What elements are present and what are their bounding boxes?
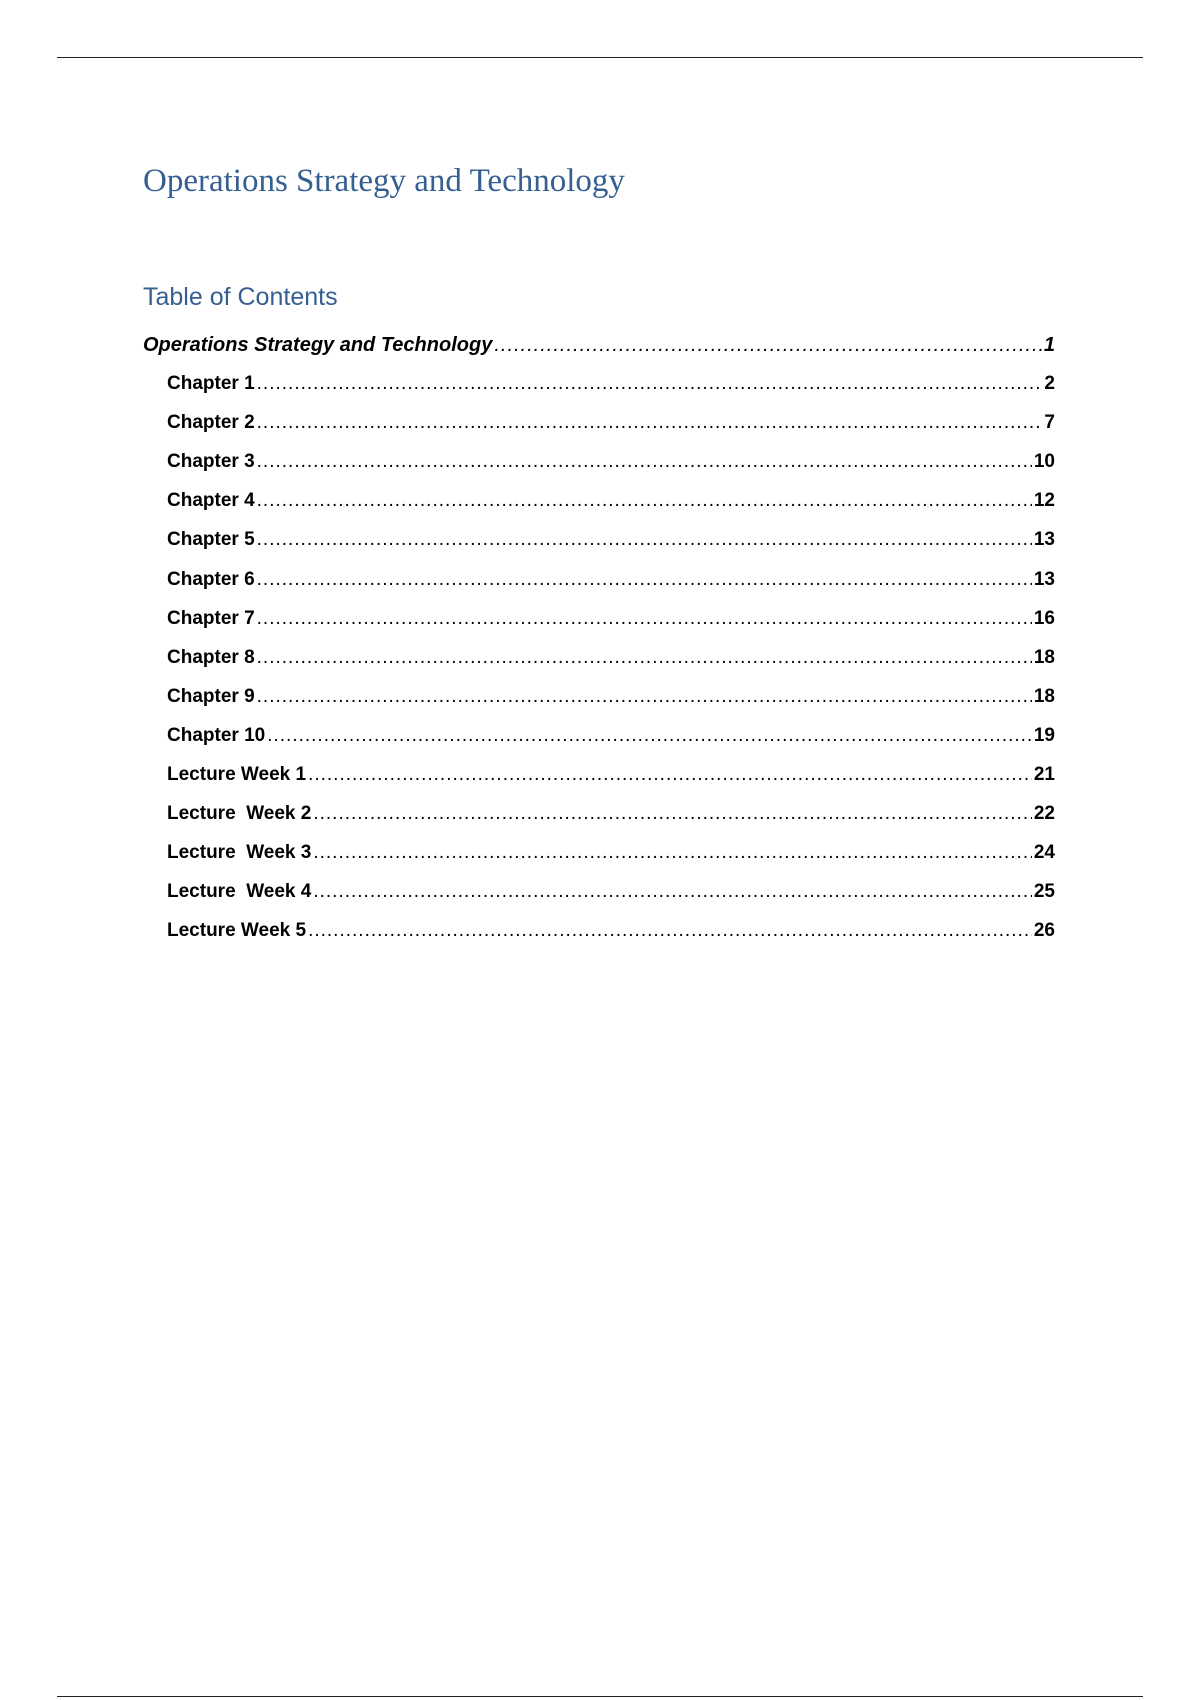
toc-entry-label: Lecture Week 2 [167,803,312,825]
toc-entry-page: 2 [1044,373,1055,395]
toc-entry-page: 16 [1033,607,1055,629]
toc-entry[interactable] [143,803,1055,842]
toc-dot-leader [313,842,1032,864]
toc-entry-label: Chapter 7 [167,607,255,629]
toc-entry-label: Operations Strategy and Technology [143,334,493,356]
toc-entry-label: Chapter 1 [167,373,255,395]
header-rule [57,57,1143,58]
toc-entry[interactable] [143,334,1055,373]
toc-entry-label: Chapter 9 [167,685,255,707]
toc-entry[interactable] [143,529,1055,568]
toc-entry[interactable] [143,764,1055,803]
toc-entry-label: Lecture Week 5 [167,920,307,942]
footer-rule [57,1696,1143,1697]
toc-entry-label: Chapter 5 [167,529,255,551]
toc-dot-leader [257,608,1032,630]
toc-dot-leader [313,803,1032,825]
toc-entry[interactable] [143,569,1055,608]
toc-dot-leader [313,881,1032,903]
toc-dot-leader [257,686,1032,708]
toc-dot-leader [257,451,1032,473]
toc-entry-page: 7 [1044,412,1055,434]
toc-entry-label: Chapter 4 [167,490,255,512]
toc-entry-page: 13 [1033,568,1055,590]
toc-dot-leader [267,725,1032,747]
toc-dot-leader [257,569,1032,591]
toc-entry[interactable] [143,608,1055,647]
toc-entry-page: 13 [1033,529,1055,551]
toc-entry-label: Lecture Week 3 [167,842,312,864]
toc-entry-page: 19 [1033,724,1055,746]
toc-dot-leader [308,764,1032,786]
toc-dot-leader [257,529,1032,551]
toc-entry-label: Chapter 8 [167,646,255,668]
toc-dot-leader [257,412,1043,434]
toc-dot-leader [257,490,1032,512]
toc-dot-leader [257,373,1043,395]
toc-entry[interactable] [143,881,1055,920]
toc-entry[interactable] [143,725,1055,764]
toc-entry-page: 18 [1033,685,1055,707]
toc-dot-leader [257,647,1032,669]
toc-entry-label: Chapter 2 [167,412,255,434]
toc-entry-page: 1 [1043,334,1055,356]
toc-entry-page: 12 [1033,490,1055,512]
toc-heading: Table of Contents [143,283,338,311]
toc-entry-label: Chapter 6 [167,568,255,590]
table-of-contents [143,334,1055,960]
toc-entry-label: Lecture Week 1 [167,764,307,786]
toc-entry[interactable] [143,842,1055,881]
toc-entry[interactable] [143,647,1055,686]
toc-entry-page: 24 [1033,842,1055,864]
toc-entry[interactable] [143,412,1055,451]
toc-entry[interactable] [143,490,1055,529]
toc-entry-label: Lecture Week 4 [167,881,312,903]
toc-entry-page: 26 [1033,920,1055,942]
toc-entry[interactable] [143,686,1055,725]
toc-entry-page: 18 [1033,646,1055,668]
toc-entry[interactable] [143,373,1055,412]
document-title: Operations Strategy and Technology [143,163,625,199]
toc-entry-page: 25 [1033,881,1055,903]
toc-entry-label: Chapter 10 [167,724,266,746]
toc-entry[interactable] [143,451,1055,490]
toc-dot-leader [308,920,1032,942]
toc-entry[interactable] [143,920,1055,959]
toc-dot-leader [494,334,1042,357]
toc-entry-page: 22 [1033,803,1055,825]
toc-entry-page: 10 [1033,451,1055,473]
toc-entry-label: Chapter 3 [167,451,255,473]
toc-entry-page: 21 [1033,764,1055,786]
